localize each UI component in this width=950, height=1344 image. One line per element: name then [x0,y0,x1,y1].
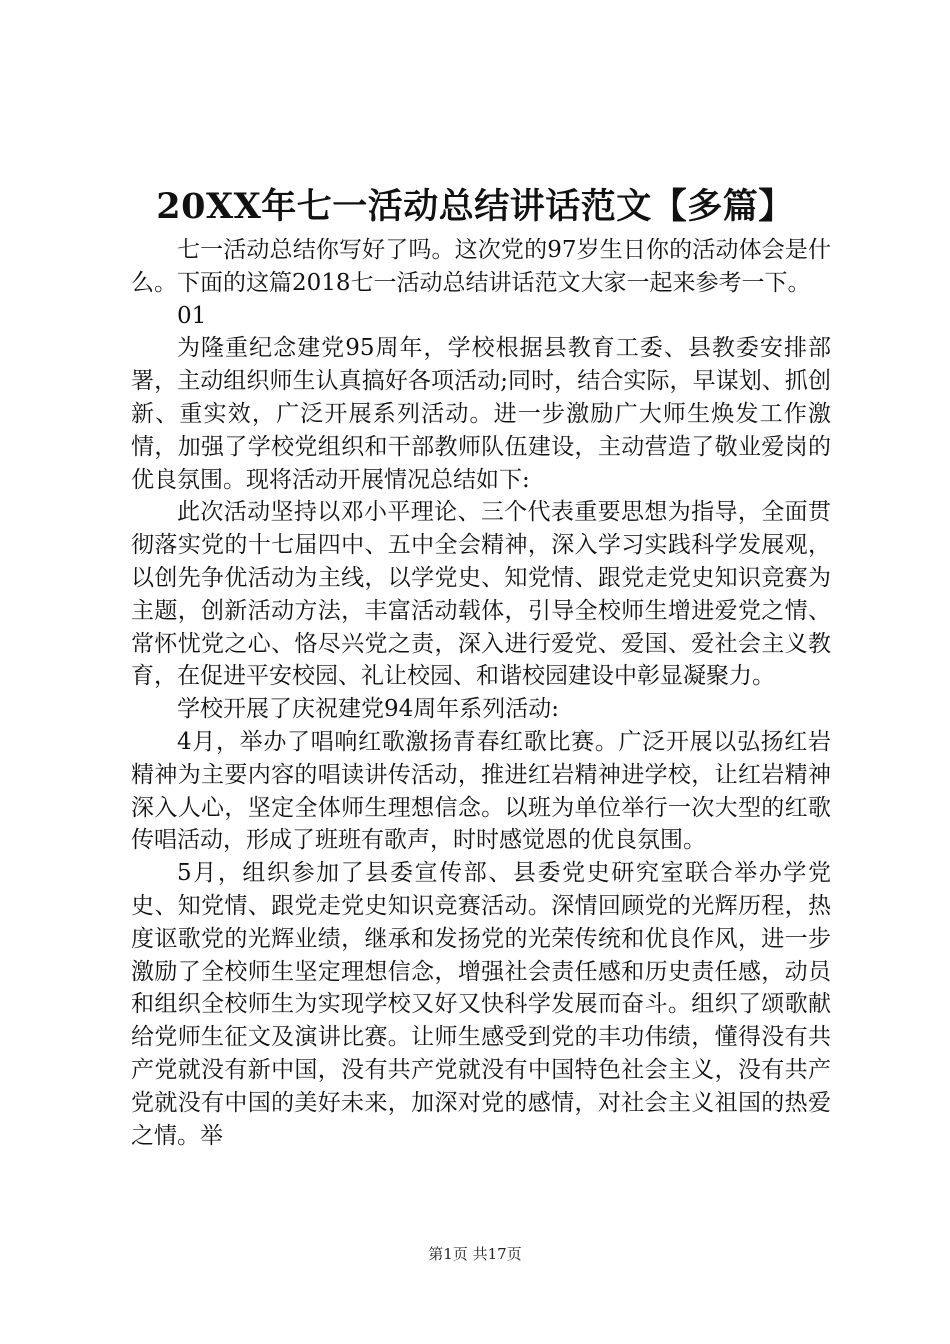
paragraph-intro: 七一活动总结你写好了吗。这次党的97岁生日你的活动体会是什么。下面的这篇2018七一活动总结讲话范文大家一起来参考一下。 [131,237,831,296]
page-footer: 第1页 共17页 [428,1245,522,1263]
paragraph-guiding-principle: 此次活动坚持以邓小平理论、三个代表重要思想为指导，全面贯彻落实党的十七届四中、五中全会精神，深入学习实践科学发展观，以创先争优活动为主线，以学党史、知党情、跟党走党史知识竞赛为主题，创新活动方法，丰富活动载体，引导全校师生增进爱党之情、常怀忧党之心、恪尽兴党之责，深入进行爱党、爱国、爱社会主义教育，在促进平安校园、礼让校园、和谐校园建设中彰显凝聚力。 [131,499,831,690]
paragraph-activities-intro: 学校开展了庆祝建党94周年系列活动: [177,696,560,723]
document-title: 20XX年七一活动总结讲话范文【多篇】 [156,186,794,227]
paragraph-background: 为隆重纪念建党95周年，学校根据县教育工委、县教委安排部署，主动组织师生认真搞好各项活动;同时，结合实际，早谋划、抓创新、重实效，广泛开展系列活动。进一步激励广大师生焕发工作激情，加强了学校党组织和干部教师队伍建设，主动营造了敬业爱岗的优良氛围。现将活动开展情况总结如下: [131,335,831,493]
paragraph-april-activity: 4月，举办了唱响红歌激扬青春红歌比赛。广泛开展以弘扬红岩精神为主要内容的唱读讲传活动，推进红岩精神进学校，让红岩精神深入人心，坚定全体师生理想信念。以班为单位举行一次大型的红歌传唱活动，形成了班班有歌声，时时感觉恩的优良氛围。 [131,728,831,854]
paragraph-section-number: 01 [177,302,207,329]
paragraph-may-activity: 5月，组织参加了县委宣传部、县委党史研究室联合举办学党史、知党情、跟党走党史知识竞赛活动。深情回顾党的光辉历程，热度讴歌党的光辉业绩，继承和发扬党的光荣传统和优良作风，进一步激励了全校师生坚定理想信念，增强社会责任感和历史责任感，动员和组织全校师生为实现学校又好又快科学发展而奋斗。组织了颂歌献给党师生征文及演讲比赛。让师生感受到党的丰功伟绩，懂得没有共产党就没有新中国，没有共产党就没有中国特色社会主义，没有共产党就没有中国的美好未来，加深对党的感情，对社会主义祖国的热爱之情。举 [131,860,831,1149]
document-body [131,234,831,1152]
